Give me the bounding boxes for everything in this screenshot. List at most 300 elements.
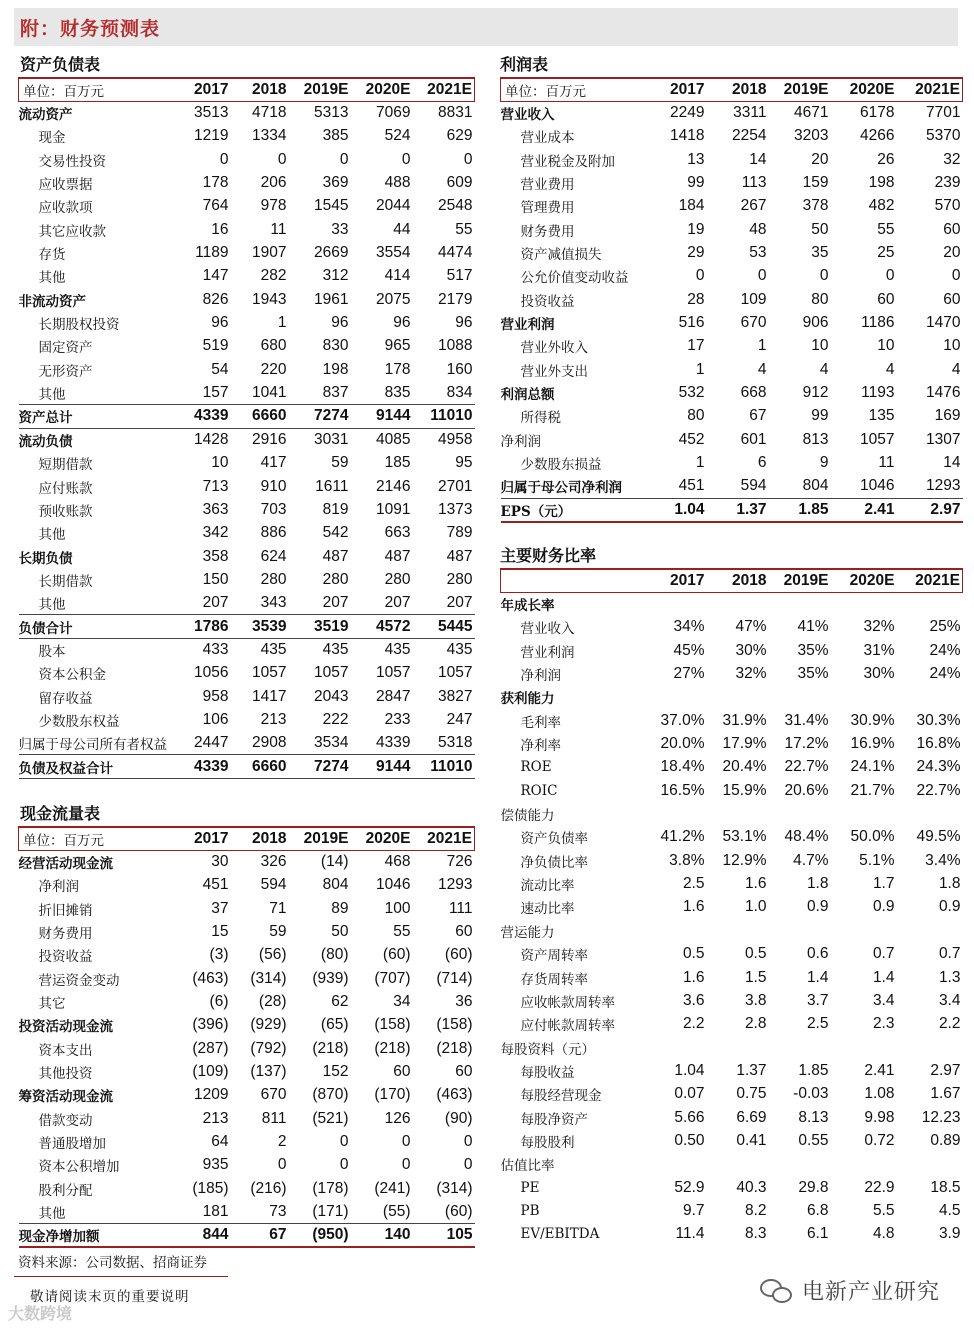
table-row [19, 475, 475, 498]
row-label: 归属于母公司所有者权益 [18, 737, 167, 754]
cell-value: 150 [202, 570, 229, 588]
cell-value: 435 [322, 641, 349, 659]
row-label: 每股净资产 [520, 1111, 588, 1128]
row-label: 公允价值变动收益 [520, 270, 629, 287]
table-row [19, 171, 475, 194]
cell-value: 0 [277, 1156, 287, 1174]
table-row [19, 944, 475, 967]
table-row [19, 125, 475, 148]
table-row [19, 708, 475, 731]
table-row [19, 1224, 475, 1247]
cell-value: 624 [260, 547, 287, 565]
cell-value: (158) [374, 1016, 411, 1034]
cell-value: 14 [943, 454, 961, 472]
year-header: 2017 [643, 78, 707, 101]
row-label: 资产总计 [19, 405, 169, 428]
watermark-left: 大数跨境 [8, 1304, 73, 1323]
row-label: 每股收益 [520, 1064, 575, 1081]
table-row [19, 1177, 475, 1200]
row-label: 营业税金及附加 [520, 153, 615, 170]
row-label: 所得税 [520, 410, 561, 427]
cell-value: 487 [322, 547, 349, 565]
cell-value: 0.72 [864, 1131, 895, 1149]
cell-value: 1373 [438, 500, 473, 518]
cell-value: (929) [250, 1016, 287, 1034]
cell-value: 280 [384, 570, 411, 588]
row-label: 净利润 [38, 879, 79, 896]
cell-value: (178) [312, 1179, 349, 1197]
cell-value: (463) [192, 969, 229, 987]
table-row [501, 498, 963, 521]
cell-value: 30.9% [850, 711, 895, 729]
cell-value: 2.41 [864, 1061, 895, 1079]
row-label: 营业成本 [520, 130, 575, 147]
cell-value: 4266 [860, 127, 895, 145]
cell-value: 44 [393, 220, 411, 238]
cell-value: 2.5 [682, 875, 705, 893]
cell-value: 37.0% [660, 711, 705, 729]
cell-value: 4.5 [938, 1201, 961, 1219]
year-header: 2019E [769, 78, 831, 101]
row-label: 股本 [38, 644, 66, 661]
cell-value: 713 [202, 477, 229, 495]
table-row [501, 896, 963, 919]
cell-value [769, 802, 831, 825]
year-header: 2021E [413, 827, 475, 850]
table-row [19, 428, 475, 451]
row-label: 估值比率 [500, 1158, 555, 1175]
cell-value: 6.1 [806, 1225, 829, 1243]
cell-value: 519 [202, 337, 229, 355]
cell-value [897, 919, 963, 942]
unit-label: 单位：百万元 [19, 827, 169, 850]
cell-value: 60 [455, 923, 473, 941]
cell-value: 1 [277, 314, 287, 332]
cell-value: 906 [802, 314, 829, 332]
row-label: 股利分配 [38, 1182, 93, 1199]
cell-value: 147 [202, 267, 229, 285]
cell-value: 267 [740, 197, 767, 215]
cell-value: 11 [270, 220, 287, 238]
row-label: 留存收益 [38, 690, 93, 707]
cell-value: 6 [757, 454, 767, 472]
row-label: 财务费用 [520, 223, 575, 240]
cell-value: 53.1% [722, 828, 767, 846]
row-label: 资本公积增加 [38, 1159, 120, 1176]
cell-value: 1 [695, 454, 705, 472]
table-row [501, 288, 963, 311]
cell-value: 3539 [231, 615, 289, 638]
cell-value: 36 [455, 993, 473, 1011]
cell-value: 0 [951, 267, 961, 285]
cell-value: 5.66 [674, 1108, 705, 1126]
row-label: 流动负债 [18, 434, 73, 451]
cell-value: 2044 [376, 197, 411, 215]
row-label: 应付账款 [38, 480, 93, 497]
cell-value: 8831 [438, 104, 473, 122]
table-row [501, 405, 963, 428]
table-row [501, 616, 963, 639]
cell-value: 451 [678, 477, 705, 495]
cell-value: 804 [322, 876, 349, 894]
table-row [501, 779, 963, 802]
row-label: 预收账款 [38, 503, 93, 520]
cell-value: 16.9% [850, 735, 895, 753]
cell-value: 1293 [926, 477, 961, 495]
wechat-icon [760, 1277, 794, 1305]
cell-value: 28 [687, 290, 705, 308]
balance-sheet-title: 资产负债表 [20, 55, 101, 74]
row-label: 其他投资 [38, 1066, 93, 1083]
cell-value: 181 [202, 1202, 229, 1220]
cell-value: 32% [735, 665, 767, 683]
cell-value: 7274 [289, 755, 351, 778]
table-row [501, 709, 963, 732]
table-row [501, 381, 963, 404]
cell-value: 5445 [413, 615, 475, 638]
cashflow-title: 现金流量表 [20, 804, 101, 823]
cell-value: (137) [250, 1063, 287, 1081]
cell-value: 378 [802, 197, 829, 215]
table-row [19, 335, 475, 358]
cell-value: 198 [868, 174, 895, 192]
row-label: 财务费用 [38, 926, 93, 943]
cell-value: 2 [277, 1133, 287, 1151]
row-label: 固定资产 [38, 340, 93, 357]
year-header: 2020E [831, 569, 897, 592]
unit-label: 单位：百万元 [501, 78, 643, 101]
cell-value: 0.55 [798, 1131, 829, 1149]
cell-value: 435 [260, 641, 287, 659]
cell-value: 482 [868, 197, 895, 215]
cell-value: (241) [374, 1179, 411, 1197]
cell-value: 16 [211, 220, 229, 238]
cell-value: 2.97 [930, 1061, 961, 1079]
cell-value [643, 592, 707, 615]
cell-value: 49.5% [916, 828, 961, 846]
unit-label [501, 569, 643, 592]
cell-value: 1.67 [930, 1085, 961, 1103]
cell-value: 0 [819, 267, 829, 285]
row-label: 利润总额 [500, 387, 555, 404]
cell-value: 2179 [438, 290, 473, 308]
row-label: 经营活动现金流 [18, 856, 113, 873]
row-label: 应付帐款周转率 [520, 1018, 615, 1035]
cell-value [643, 802, 707, 825]
table-row [501, 101, 963, 124]
cell-value: 1 [695, 360, 705, 378]
cell-value: 1476 [926, 384, 961, 402]
row-label: 负债及权益合计 [19, 755, 169, 778]
cell-value: 1943 [252, 290, 287, 308]
cell-value: (3) [209, 946, 229, 964]
cell-value: 41.2% [660, 828, 705, 846]
watermark-right-text: 电新产业研究 [802, 1280, 941, 1305]
cell-value: 4671 [794, 104, 829, 122]
row-label: 普通股增加 [38, 1136, 106, 1153]
row-label: 现金净增加额 [19, 1224, 169, 1247]
cell-value: 59 [331, 454, 349, 472]
cell-value: 1307 [926, 430, 961, 448]
cell-value: 96 [331, 314, 349, 332]
cell-value: 487 [384, 547, 411, 565]
row-label: 少数股东权益 [38, 713, 120, 730]
cell-value: 9144 [351, 755, 413, 778]
cell-value: (60) [382, 946, 411, 964]
row-label: 净利率 [520, 738, 561, 755]
cell-value: (314) [436, 1179, 473, 1197]
row-label: 交易性投资 [38, 153, 106, 170]
cell-value: 280 [322, 570, 349, 588]
cell-value: 0.75 [736, 1085, 767, 1103]
row-label: 无形资产 [38, 363, 93, 380]
cell-value: 24% [929, 641, 961, 659]
year-header: 2018 [231, 78, 289, 101]
cell-value: 414 [384, 267, 411, 285]
cell-value: 629 [446, 127, 473, 145]
cell-value: 20.6% [784, 781, 829, 799]
table-row [19, 1014, 475, 1037]
cell-value: 32% [863, 618, 895, 636]
cell-value: 326 [260, 853, 287, 871]
cell-value: 516 [678, 314, 705, 332]
cell-value: 282 [260, 267, 287, 285]
cell-value: 1057 [376, 664, 411, 682]
table-row [501, 148, 963, 171]
row-label: 净负债比率 [520, 854, 588, 871]
table-row [19, 148, 475, 171]
cell-value: 52.9 [674, 1178, 705, 1196]
cell-value: 40.3 [736, 1178, 767, 1196]
cell-value [707, 592, 769, 615]
table-row [19, 1060, 475, 1083]
cell-value: 12.9% [722, 851, 767, 869]
cell-value: 55 [455, 220, 473, 238]
cell-value: 804 [802, 477, 829, 495]
cell-value: (60) [444, 1202, 473, 1220]
table-row [501, 241, 963, 264]
cell-value: 95 [455, 454, 473, 472]
cell-value: 53 [749, 244, 767, 262]
table-row [501, 1083, 963, 1106]
cell-value: 4958 [438, 431, 473, 449]
row-label: 长期股权投资 [38, 317, 120, 334]
cell-value: 11010 [413, 405, 475, 428]
cell-value [643, 1036, 707, 1059]
cell-value: 1.85 [769, 498, 831, 521]
year-header: 2017 [169, 78, 231, 101]
cell-value: 0.07 [674, 1085, 705, 1103]
cell-value: 30% [735, 641, 767, 659]
cell-value: 1056 [194, 664, 229, 682]
row-label: 速动比率 [520, 901, 575, 918]
row-label: 净利润 [500, 433, 541, 450]
cell-value: 3.4 [938, 991, 961, 1009]
row-label: 流动资产 [18, 107, 73, 124]
table-row [19, 452, 475, 475]
cell-value [769, 1036, 831, 1059]
table-row [19, 195, 475, 218]
cell-value: (870) [312, 1086, 349, 1104]
cell-value: (950) [289, 1224, 351, 1247]
cell-value: 96 [393, 314, 411, 332]
row-label: 投资收益 [38, 949, 93, 966]
cell-value: 1.4 [806, 968, 829, 986]
cell-value: 24% [929, 665, 961, 683]
cell-value: 835 [384, 383, 411, 401]
cell-value: 60 [455, 1063, 473, 1081]
row-label: 长期借款 [38, 573, 93, 590]
cell-value: 1428 [194, 431, 229, 449]
cell-value: 1046 [376, 876, 411, 894]
table-row [501, 966, 963, 989]
page-title: 附：财务预测表 [20, 18, 161, 40]
cell-value: 35 [811, 244, 829, 262]
cell-value: 1786 [169, 615, 231, 638]
table-row [501, 919, 963, 942]
cell-value: 105 [413, 1224, 475, 1247]
cell-value [707, 1036, 769, 1059]
cell-value: 2.41 [831, 498, 897, 521]
row-label: 资本公积金 [38, 667, 106, 684]
cell-value: 184 [678, 197, 705, 215]
year-header: 2018 [231, 827, 289, 850]
row-label: 偿债能力 [500, 808, 555, 825]
row-label: 每股资料（元） [500, 1041, 595, 1058]
cell-value: 31% [863, 641, 895, 659]
unit-label: 单位：百万元 [19, 78, 169, 101]
cell-value: 2908 [252, 734, 287, 752]
table-row [501, 756, 963, 779]
cell-value [831, 919, 897, 942]
cell-value: 0 [463, 1156, 473, 1174]
cell-value: 24.3% [916, 758, 961, 776]
cell-value: 468 [384, 853, 411, 871]
cell-value: (185) [192, 1179, 229, 1197]
cell-value: 9144 [351, 405, 413, 428]
cell-value: 5313 [314, 104, 349, 122]
table-row [501, 1223, 963, 1246]
cell-value: 0.6 [806, 945, 829, 963]
cell-value: 5.1% [859, 851, 895, 869]
table-row [19, 967, 475, 990]
ratios-table [500, 568, 963, 1246]
table-row [501, 1153, 963, 1176]
cell-value: 55 [393, 923, 411, 941]
row-label: 负债合计 [19, 615, 169, 638]
cell-value [897, 592, 963, 615]
table-row [19, 990, 475, 1013]
cell-value: 185 [384, 454, 411, 472]
cell-value: 910 [260, 477, 287, 495]
cell-value: 837 [322, 383, 349, 401]
cell-value: 60 [877, 290, 895, 308]
cell-value: 50.0% [850, 828, 895, 846]
cell-value: 0.50 [674, 1131, 705, 1149]
cell-value: 1.8 [806, 875, 829, 893]
cell-value: 20.4% [722, 758, 767, 776]
year-header: 2021E [897, 569, 963, 592]
ratios-title: 主要财务比率 [500, 546, 597, 565]
cell-value: 4 [819, 360, 829, 378]
cell-value: 1.6 [682, 968, 705, 986]
cell-value: 73 [269, 1202, 287, 1220]
table-row [501, 802, 963, 825]
cell-value: 99 [687, 174, 705, 192]
cell-value: 2916 [252, 431, 287, 449]
row-label: 每股经营现金 [520, 1088, 602, 1105]
cell-value: 487 [446, 547, 473, 565]
cell-value: 935 [202, 1156, 229, 1174]
cell-value: 5.5 [872, 1201, 895, 1219]
row-label: 其他 [38, 386, 66, 403]
row-label: ROE [520, 759, 552, 776]
cell-value: 1209 [194, 1086, 229, 1104]
cell-value: 280 [260, 570, 287, 588]
cell-value: 0 [339, 150, 349, 168]
cell-value: 2254 [732, 127, 767, 145]
cell-value [897, 1036, 963, 1059]
cell-value: 4339 [169, 755, 231, 778]
footer-divider [14, 1276, 228, 1277]
cell-value: 1.6 [682, 898, 705, 916]
cell-value: 4 [885, 360, 895, 378]
cell-value: 703 [260, 500, 287, 518]
row-label: 其他 [38, 527, 66, 544]
table-row [501, 218, 963, 241]
cell-value: 1046 [860, 477, 895, 495]
cell-value: 62 [331, 993, 349, 1011]
table-row [19, 1084, 475, 1107]
table-row [19, 241, 475, 264]
cell-value: 1.8 [938, 875, 961, 893]
cashflow-table [18, 826, 475, 1248]
cell-value: 3.7 [806, 991, 829, 1009]
row-label: 管理费用 [520, 200, 575, 217]
cell-value: 5370 [926, 127, 961, 145]
cell-value: 0 [463, 150, 473, 168]
cell-value: 1057 [314, 664, 349, 682]
cell-value: 680 [260, 337, 287, 355]
cell-value: 3311 [733, 104, 767, 122]
row-label: 流动比率 [520, 878, 575, 895]
cell-value: 280 [446, 570, 473, 588]
row-label: 营业费用 [520, 177, 575, 194]
table-header-row [501, 569, 963, 592]
table-header-row [501, 78, 963, 101]
cell-value: 10 [811, 337, 829, 355]
cell-value: 169 [934, 407, 961, 425]
cell-value: 1.37 [707, 498, 769, 521]
cell-value: 213 [260, 710, 287, 728]
cell-value: (707) [374, 969, 411, 987]
cell-value: 10 [211, 454, 229, 472]
cell-value: 726 [446, 853, 473, 871]
year-header: 2019E [289, 827, 351, 850]
row-label: 营运资金变动 [38, 972, 120, 989]
cell-value: (792) [250, 1039, 287, 1057]
row-label: 资本支出 [38, 1042, 93, 1059]
cell-value [707, 1153, 769, 1176]
table-row [19, 1037, 475, 1060]
cell-value: 89 [331, 899, 349, 917]
table-row [19, 101, 475, 124]
table-row [19, 850, 475, 873]
disclaimer-notice: 敬请阅读末页的重要说明 [30, 1289, 190, 1305]
cell-value: 71 [269, 899, 287, 917]
cell-value: -0.03 [793, 1085, 829, 1103]
cell-value: 2249 [670, 104, 705, 122]
